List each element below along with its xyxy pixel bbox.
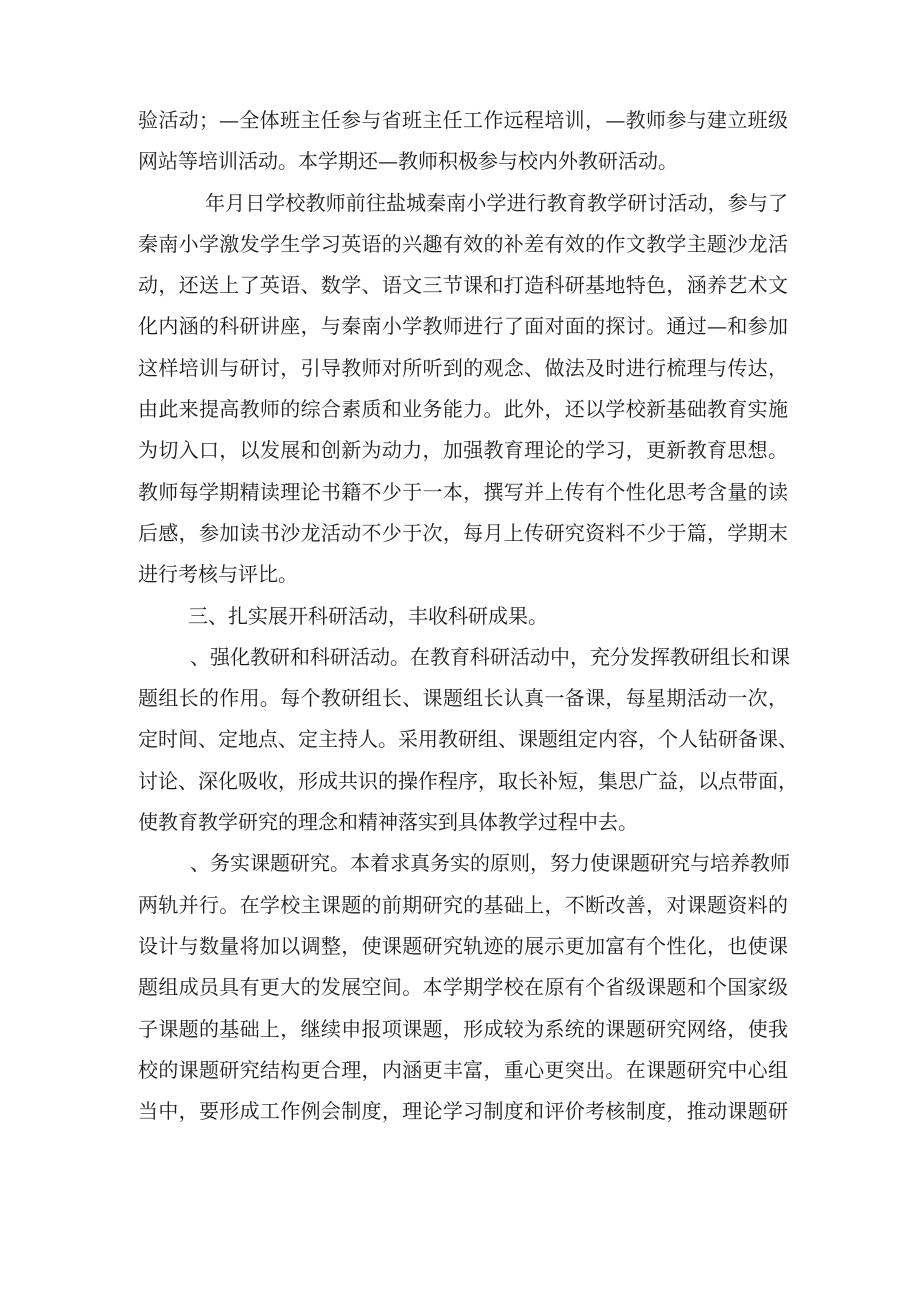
text-line: 校的课题研究结构更合理，内涵更丰富，重心更突出。在课题研究中心组 [138, 1057, 788, 1082]
text-line: 验活动；—全体班主任参与省班主任工作远程培训，—教师参与建立班级 [138, 108, 788, 132]
paragraph-seminar [138, 183, 788, 596]
text-line: 题组长的作用。每个教研组长、课题组长认真一备课，每星期活动一次， [138, 686, 788, 711]
text-line: 题组成员具有更大的发展空间。本学期学校在原有个省级课题和个国家级 [138, 975, 788, 1000]
heading-line: 三、扎实展开科研活动，丰收科研成果。 [188, 603, 548, 628]
text-line: 进行考核与评比。 [138, 562, 298, 587]
text-line: 这样培训与研讨，引导教师对所听到的观念、做法及时进行梳理与传达， [138, 355, 788, 380]
text-line: 为切入口，以发展和创新为动力，加强教育理论的学习，更新教育思想。 [138, 438, 788, 463]
text-line: 由此来提高教师的综合素质和业务能力。此外，还以学校新基础教育实施 [138, 397, 788, 422]
text-line: 化内涵的科研讲座，与秦南小学教师进行了面对面的探讨。通过—和参加 [138, 314, 788, 339]
section-heading [138, 596, 788, 637]
text-line: 年月日学校教师前往盐城秦南小学进行教育教学研讨活动，参与了 [205, 190, 788, 215]
text-line: 动，还送上了英语、数学、语文三节课和打造科研基地特色，涵养艺术文 [138, 273, 788, 298]
text-line: 秦南小学激发学生学习英语的兴趣有效的补差有效的作文教学主题沙龙活 [138, 231, 788, 256]
text-line: 、强化教研和科研活动。在教育科研活动中，充分发挥教研组长和课 [190, 644, 790, 669]
document-body [138, 100, 798, 1132]
text-line: 讨论、深化吸收，形成共识的操作程序，取长补短，集思广益，以点带面， [138, 768, 798, 793]
text-line: 后感，参加读书沙龙活动不少于次，每月上传研究资料不少于篇，学期末 [138, 520, 788, 545]
text-line: 、务实课题研究。本着求真务实的原则，努力使课题研究与培养教师 [190, 851, 790, 876]
text-line: 网站等培训活动。本学期还—教师积极参与校内外教研活动。 [138, 149, 678, 174]
paragraph-continuation [138, 100, 788, 183]
text-line: 子课题的基础上，继续申报项课题，形成较为系统的课题研究网络，使我 [138, 1016, 788, 1041]
paragraph-project-research [138, 843, 788, 1132]
paragraph-teaching-research [138, 637, 798, 843]
text-line: 使教育教学研究的理念和精神落实到具体教学过程中去。 [138, 810, 638, 835]
text-line: 两轨并行。在学校主课题的前期研究的基础上，不断改善，对课题资料的 [138, 892, 788, 917]
text-line: 定时间、定地点、定主持人。采用教研组、课题组定内容，个人钻研备课、 [138, 727, 798, 752]
text-line: 当中，要形成工作例会制度，理论学习制度和评价考核制度，推动课题研 [138, 1099, 788, 1124]
text-line: 教师每学期精读理论书籍不少于一本，撰写并上传有个性化思考含量的读 [138, 479, 788, 504]
text-line: 设计与数量将加以调整，使课题研究轨迹的展示更加富有个性化，也使课 [138, 933, 788, 958]
